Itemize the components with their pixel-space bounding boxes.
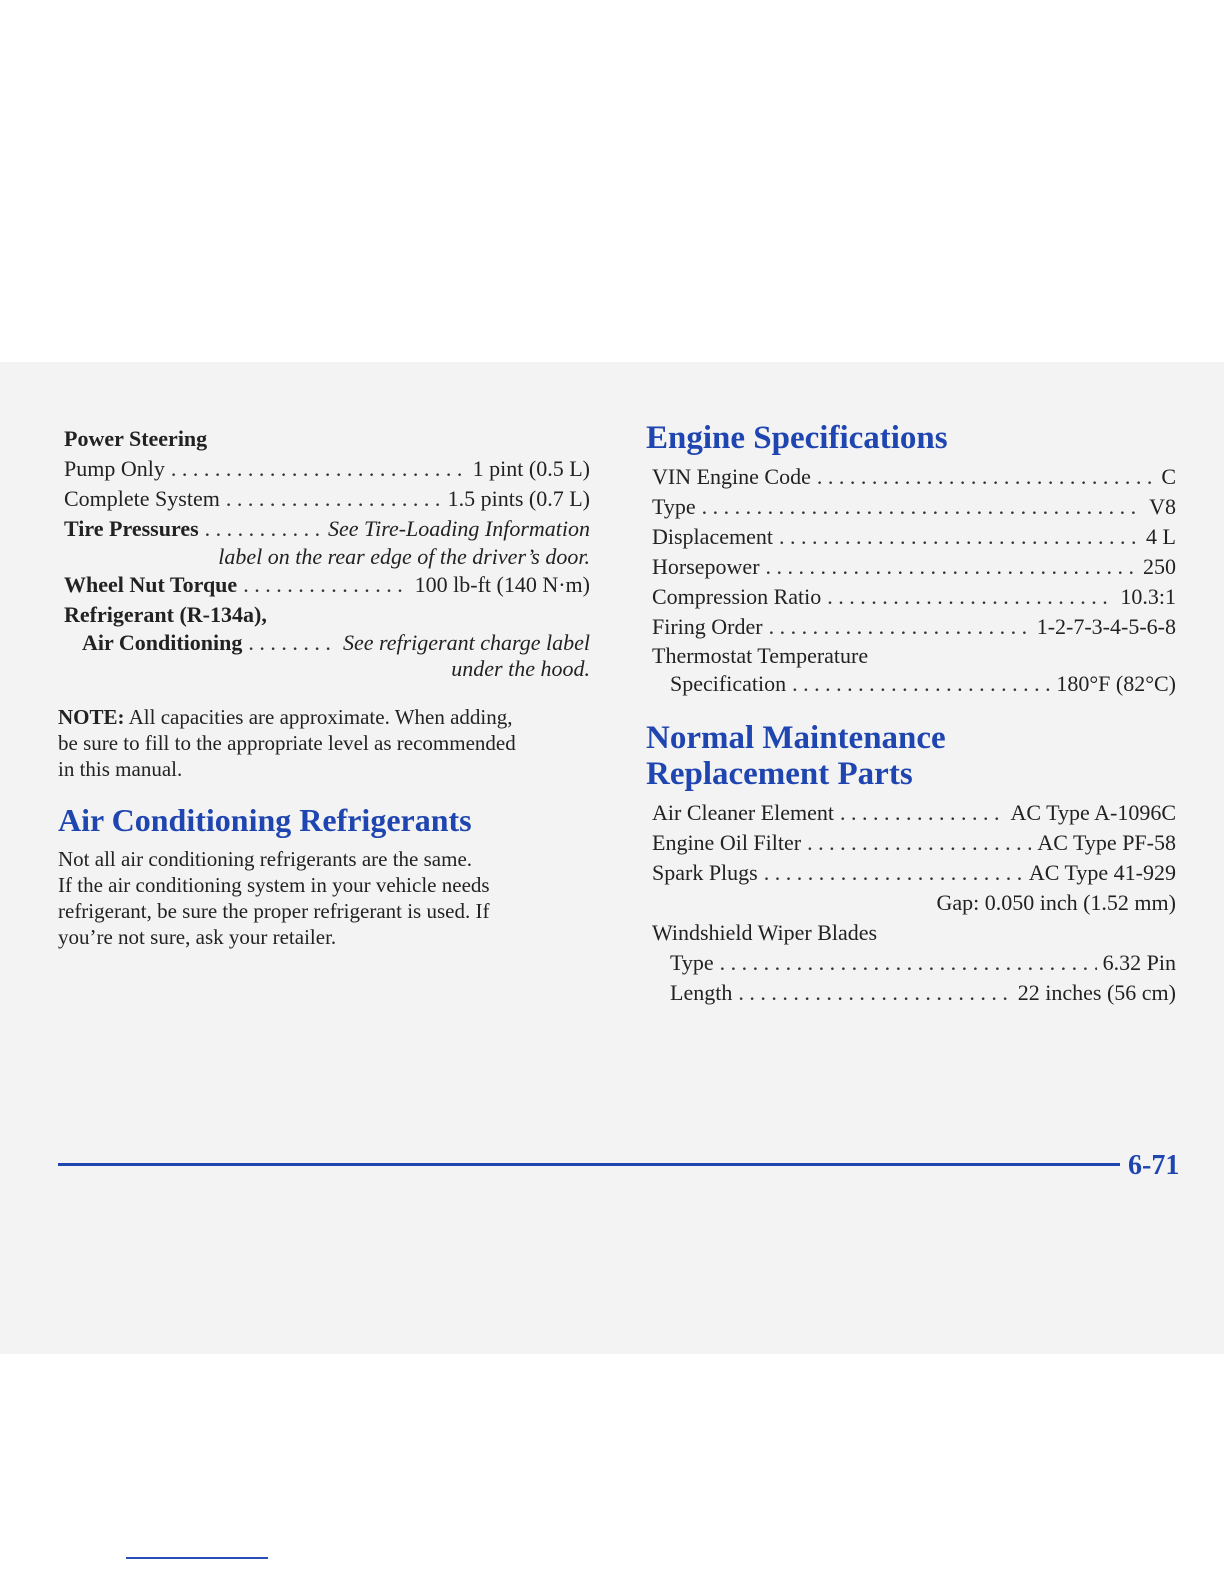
spec-value: 22 inches (56 cm) [1017,980,1176,1005]
dot-leader [738,978,1011,1008]
dot-leader [792,670,1050,698]
note-prefix: NOTE: [58,705,125,729]
right-column [646,418,1176,1008]
spec-row-firing-order [652,612,1176,642]
spec-row-wheel-nut-torque [64,570,590,600]
spec-label: Type [670,950,714,975]
dot-leader [720,948,1097,978]
tire-pressures-continuation: label on the rear edge of the driver’s door. [218,544,590,569]
spec-label: Firing Order [652,614,763,639]
bottom-decorative-line [126,1557,268,1559]
spec-row-horsepower [652,552,1176,582]
air-conditioning-heading: Air Conditioning Refrigerants [58,802,472,838]
paragraph-line: you’re not sure, ask your retailer. [58,925,337,949]
left-column [58,424,590,950]
spec-label: Pump Only [64,456,165,481]
spec-value: 1-2-7-3-4-5-6-8 [1036,614,1176,639]
refrigerant-label: Refrigerant (R-134a), [64,602,267,627]
note-line: All capacities are approximate. When adding, [128,705,513,729]
spec-value: 180°F (82°C) [1056,671,1176,696]
spec-value: AC Type PF-58 [1037,830,1176,855]
spec-value: 100 lb-ft (140 N·m) [414,572,590,597]
spec-row-wiper-type [652,948,1176,978]
spec-row-spark-plugs [652,858,1176,888]
spec-row-wiper-length [652,978,1176,1008]
dot-leader [807,828,1031,858]
spec-row-air-conditioning [64,630,590,656]
spec-value: AC Type 41-929 [1028,860,1176,885]
heading-line: Normal Maintenance [646,720,946,756]
spec-label: Displacement [652,524,773,549]
spec-value: 4 L [1146,524,1176,549]
spec-value: See Tire-Loading Information [328,516,590,541]
spec-label: Wheel Nut Torque [64,572,238,597]
page-number: 6-71 [1128,1150,1180,1181]
note-line: in this manual. [58,757,183,781]
wiper-blades-label: Windshield Wiper Blades [652,920,878,945]
spec-label: VIN Engine Code [652,464,811,489]
spec-row-oil-filter [652,828,1176,858]
note-line: be sure to fill to the appropriate level as recommended [58,731,516,755]
spec-row-tire-pressures [64,514,590,544]
footer-rule [58,1163,1120,1166]
spec-value: 1 pint (0.5 L) [472,456,590,481]
dot-leader [766,552,1137,582]
spec-row-compression-ratio [652,582,1176,612]
spec-label: Engine Oil Filter [652,830,802,855]
dot-leader [243,570,408,600]
power-steering-heading: Power Steering [64,426,208,451]
spec-label: Complete System [64,486,220,511]
spec-label: Air Conditioning [82,630,243,655]
normal-maintenance-heading [646,720,1176,792]
spec-label: Tire Pressures [64,516,199,541]
air-conditioning-paragraph [58,846,590,950]
spec-row-pump-only [64,454,590,484]
spec-value: See refrigerant charge label [342,630,590,655]
spec-value: 250 [1143,554,1176,579]
heading-line: Replacement Parts [646,756,913,792]
spec-row-type [652,492,1176,522]
dot-leader [817,462,1155,492]
dot-leader [248,630,337,656]
paragraph-line: If the air conditioning system in your vehicle needs [58,873,490,897]
dot-leader [840,798,1004,828]
spec-label: Specification [670,671,787,696]
refrigerant-continuation: under the hood. [451,656,590,681]
spec-row-complete-system [64,484,590,514]
dot-leader [779,522,1140,552]
spec-label: Horsepower [652,554,760,579]
spec-row-displacement [652,522,1176,552]
dot-leader [702,492,1143,522]
spec-value: 10.3:1 [1120,584,1176,609]
dot-leader [827,582,1114,612]
thermostat-label: Thermostat Temperature [652,643,869,668]
dot-leader [764,858,1023,888]
spec-row-thermostat-specification [652,670,1176,698]
spec-label: Compression Ratio [652,584,822,609]
spec-label: Length [670,980,733,1005]
spec-value: 1.5 pints (0.7 L) [447,486,590,511]
spec-row-air-cleaner [652,798,1176,828]
spec-label: Type [652,494,696,519]
note-paragraph [58,704,590,782]
spec-row-vin-engine-code [652,462,1176,492]
engine-specifications-heading: Engine Specifications [646,420,948,456]
paragraph-line: Not all air conditioning refrigerants are the same. [58,847,473,871]
spec-value: C [1161,464,1176,489]
spec-value: AC Type A-1096C [1010,800,1176,825]
dot-leader [205,514,322,544]
dot-leader [769,612,1031,642]
dot-leader [226,484,442,514]
spec-label: Air Cleaner Element [652,800,835,825]
dot-leader [171,454,467,484]
spark-plug-gap: Gap: 0.050 inch (1.52 mm) [936,890,1176,915]
spec-label: Spark Plugs [652,860,758,885]
paragraph-line: refrigerant, be sure the proper refrigerant is used. If [58,899,490,923]
spec-value: 6.32 Pin [1102,950,1176,975]
spec-value: V8 [1149,494,1176,519]
